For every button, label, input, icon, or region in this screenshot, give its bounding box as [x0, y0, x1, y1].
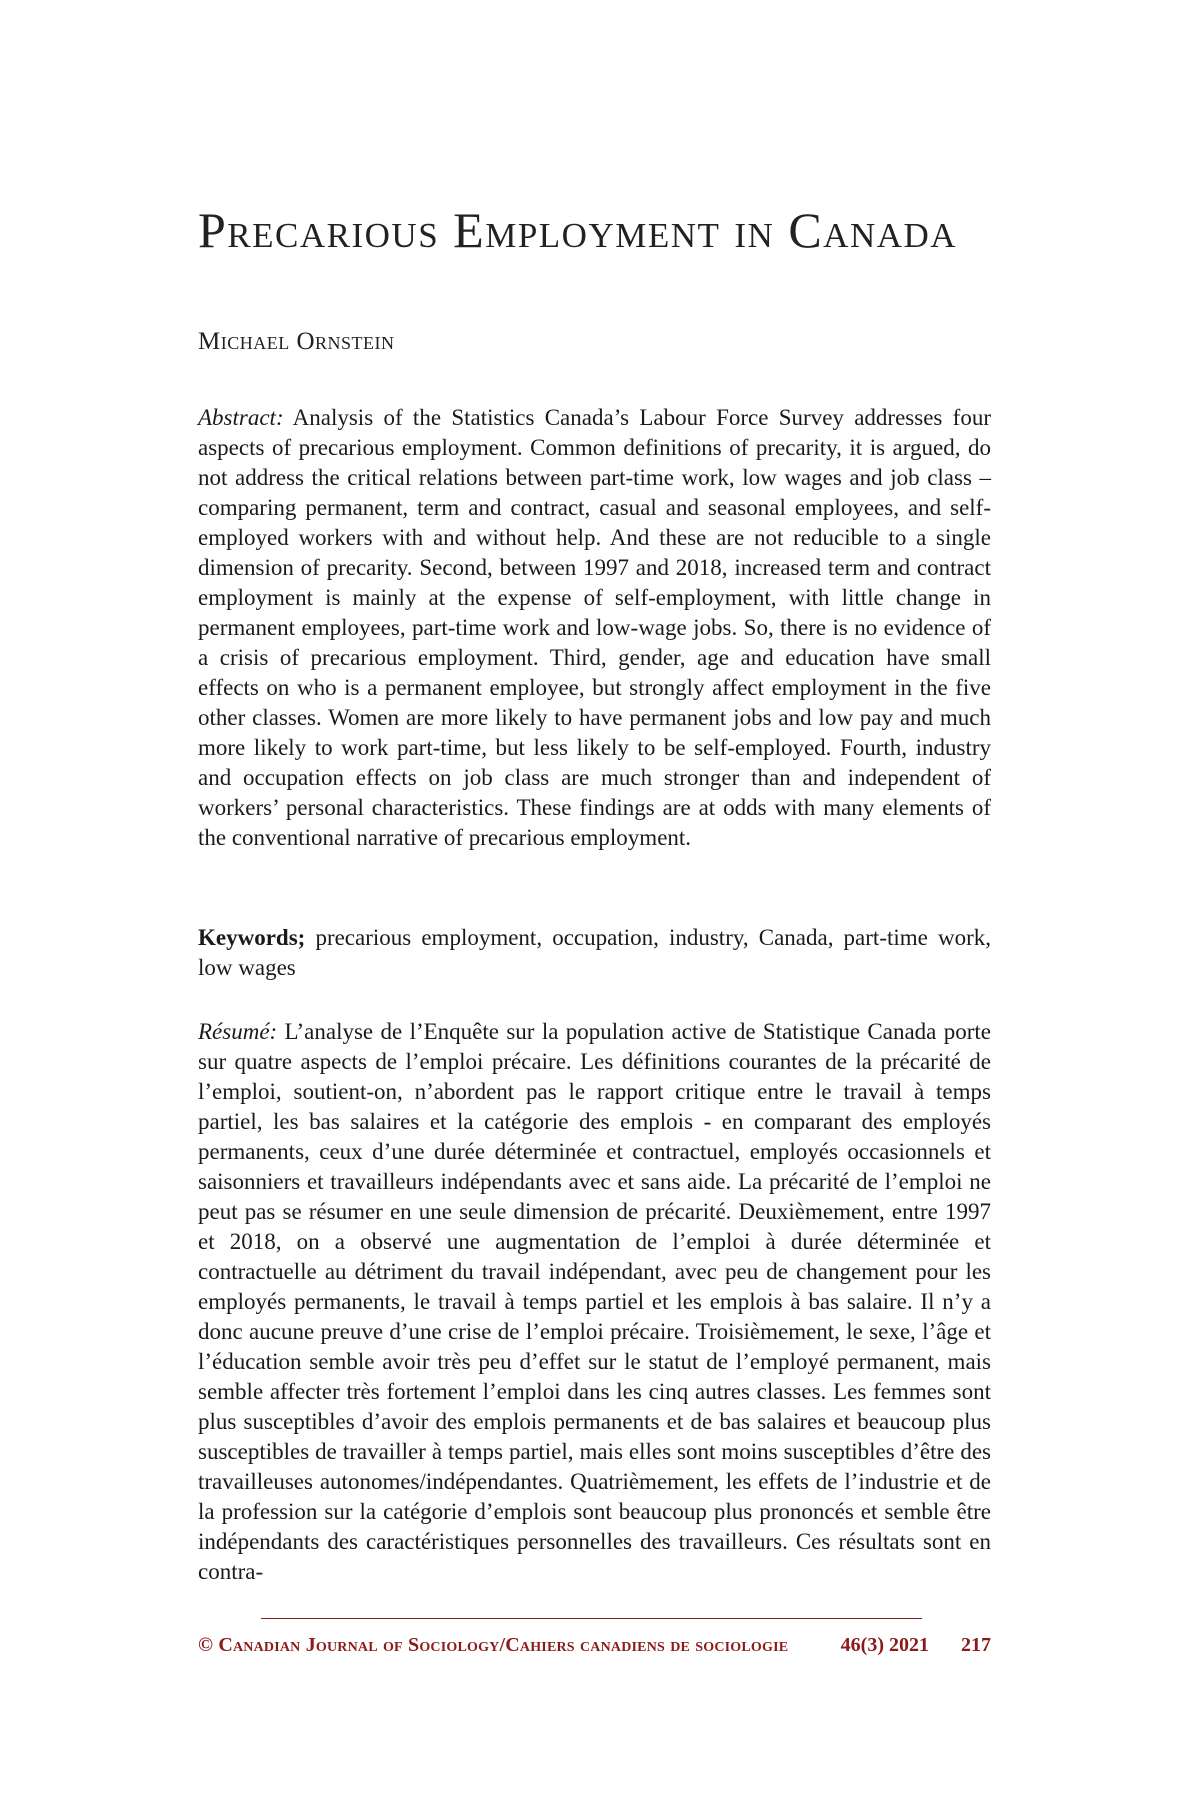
- page-footer: [198, 1630, 991, 1660]
- keywords-paragraph: [198, 923, 991, 983]
- abstract-paragraph: [198, 403, 991, 853]
- keywords-text: precarious employment, occupation, industry, Canada, part-time work, low wages: [198, 925, 991, 980]
- page-number: 217: [961, 1634, 991, 1656]
- article-author: Michael Ornstein: [198, 328, 395, 355]
- footer-divider: [261, 1618, 922, 1619]
- journal-issue: 46(3) 2021: [840, 1634, 929, 1656]
- article-title: Precarious Employment in Canada: [198, 202, 958, 258]
- abstract-label: Abstract:: [198, 405, 284, 430]
- keywords-label: Keywords;: [198, 925, 306, 950]
- paper-page: [198, 0, 991, 1800]
- resume-paragraph: [198, 1017, 991, 1587]
- journal-name: © Canadian Journal of Sociology/Cahiers canadiens de sociologie: [198, 1634, 789, 1656]
- abstract-text: Analysis of the Statistics Canada’s Labour Force Survey addresses four aspects of precarious employment. Common definitions of precarity, it is argued, do not address the critical relations between part-time work, low wages and job class – comparing permanent, term and contract, casual and seasonal employees, and self-employed workers with and without help. And these are not reducible to a single dimension of precarity. Second, between 1997 and 2018, increased term and contract employment is mainly at the expense of self-employment, with little change in permanent employees, part-time work and low-wage jobs. So, there is no evidence of a crisis of precarious employment. Third, gender, age and education have small effects on who is a permanent employee, but strongly affect employment in the five other classes. Women are more likely to have permanent jobs and low pay and much more likely to work part-time, but less likely to be self-employed. Fourth, industry and occupation effects on job class are much stronger than and independent of workers’ personal characteristics. These findings are at odds with many elements of the conventional narrative of precarious employment.: [198, 405, 991, 850]
- resume-text: L’analyse de l’Enquête sur la population active de Statistique Canada porte sur quatre aspects de l’emploi précaire. Les définitions courantes de la précarité de l’emploi, soutient-on, n’abordent pas le rapport critique entre le travail à temps partiel, les bas salaires et la catégorie des emplois - en comparant des employés permanents, ceux d’une durée déterminée et contractuel, employés occasionnels et saisonniers et travailleurs indépendants avec et sans aide. La précarité de l’emploi ne peut pas se résumer en une seule dimension de précarité. Deuxièmement, entre 1997 et 2018, on a observé une augmentation de l’emploi à durée déterminée et contractuelle au détriment du travail indépendant, avec peu de changement pour les employés permanents, le travail à temps partiel et les emplois à bas salaire. Il n’y a donc aucune preuve d’une crise de l’emploi précaire. Troisièmement, le sexe, l’âge et l’éducation semble avoir très peu d’effet sur le statut de l’employé permanent, mais semble affecter très fortement l’emploi dans les cinq autres classes. Les femmes sont plus susceptibles d’avoir des emplois permanents et de bas salaires et beaucoup plus susceptibles de travailler à temps partiel, mais elles sont moins susceptibles d’être des travailleuses autonomes/indépendantes. Quatrièmement, les effets de l’industrie et de la profession sur la catégorie d’emplois sont beaucoup plus prononcés et semble être indépendants des caractéristiques personnelles des travailleurs. Ces résultats sont en contra-: [198, 1019, 991, 1584]
- resume-label: Résumé:: [198, 1019, 278, 1044]
